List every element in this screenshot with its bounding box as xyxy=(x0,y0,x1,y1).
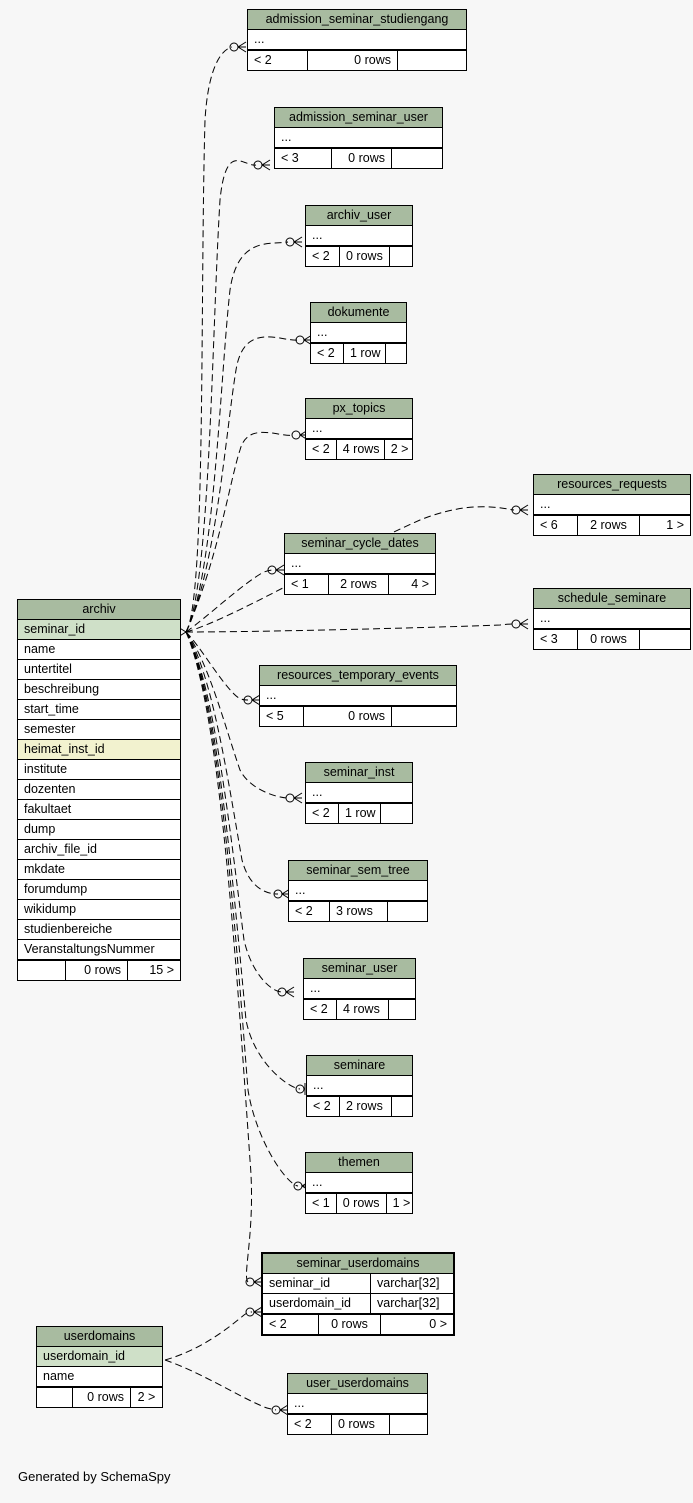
table-resources-requests[interactable] xyxy=(533,474,691,536)
table-title: resources_requests xyxy=(534,475,690,495)
footer-parents: < 1 xyxy=(306,1194,337,1213)
table-columns-ellipsis: ... xyxy=(306,1173,412,1193)
column-userdomain-id xyxy=(263,1294,453,1314)
table-px-topics[interactable] xyxy=(305,398,413,460)
table-dokumente[interactable] xyxy=(310,302,407,364)
table-footer xyxy=(306,803,412,823)
table-themen[interactable] xyxy=(305,1152,413,1214)
footer-children xyxy=(392,707,456,726)
footer-children: 2 > xyxy=(137,1390,156,1404)
column-fakultaet: fakultaet xyxy=(18,800,180,820)
table-title: archiv xyxy=(18,600,180,620)
table-columns-ellipsis: ... xyxy=(288,1394,427,1414)
table-footer xyxy=(534,629,690,649)
footer-children: 2 > xyxy=(390,442,409,456)
table-title: admission_seminar_studiengang xyxy=(248,10,466,30)
table-title: seminar_userdomains xyxy=(263,1254,453,1274)
table-columns-ellipsis: ... xyxy=(260,686,456,706)
table-columns-ellipsis: ... xyxy=(311,323,406,343)
column-name: userdomain_id xyxy=(263,1294,371,1314)
table-columns-ellipsis: ... xyxy=(534,495,690,515)
table-archiv-user[interactable] xyxy=(305,205,413,267)
footer-rows: 0 rows xyxy=(340,247,390,266)
table-seminar-user[interactable] xyxy=(303,958,416,1020)
footer-parents: < 2 xyxy=(289,902,330,921)
footer-children xyxy=(392,1097,412,1116)
table-title: archiv_user xyxy=(306,206,412,226)
table-columns-ellipsis: ... xyxy=(534,609,690,629)
footer-parents xyxy=(37,1388,73,1407)
column-dump: dump xyxy=(18,820,180,840)
table-columns-ellipsis: ... xyxy=(306,783,412,803)
footer-children xyxy=(389,1000,415,1019)
footer-parents: < 2 xyxy=(307,1097,340,1116)
table-title: themen xyxy=(306,1153,412,1173)
footer-children xyxy=(381,804,412,823)
table-seminar-sem-tree[interactable] xyxy=(288,860,428,922)
footer-children xyxy=(386,344,406,363)
table-footer xyxy=(248,50,466,70)
table-footer xyxy=(306,1193,412,1213)
footer-parents: < 2 xyxy=(288,1415,332,1434)
footer-children xyxy=(388,902,427,921)
column-wikidump: wikidump xyxy=(18,900,180,920)
footer-children xyxy=(392,149,442,168)
table-footer xyxy=(275,148,442,168)
table-title: seminar_cycle_dates xyxy=(285,534,435,554)
table-footer xyxy=(534,515,690,535)
column-mkdate: mkdate xyxy=(18,860,180,880)
footer-rows: 0 rows xyxy=(66,961,128,980)
table-title: px_topics xyxy=(306,399,412,419)
table-seminar-cycle-dates[interactable] xyxy=(284,533,436,595)
table-footer xyxy=(260,706,456,726)
footer-children xyxy=(640,630,690,649)
table-user-userdomains[interactable] xyxy=(287,1373,428,1435)
column-archiv-file-id: archiv_file_id xyxy=(18,840,180,860)
column-name: name xyxy=(37,1367,162,1387)
column-dozenten: dozenten xyxy=(18,780,180,800)
footer-rows: 2 rows xyxy=(340,1097,392,1116)
footer-parents: < 2 xyxy=(311,344,344,363)
footer-parents: < 1 xyxy=(285,575,329,594)
table-resources-temporary-events[interactable] xyxy=(259,665,457,727)
column-start-time: start_time xyxy=(18,700,180,720)
table-title: userdomains xyxy=(37,1327,162,1347)
table-footer xyxy=(304,999,415,1019)
table-columns-ellipsis: ... xyxy=(304,979,415,999)
table-seminare[interactable] xyxy=(306,1055,413,1117)
table-title: seminare xyxy=(307,1056,412,1076)
footer-parents: < 2 xyxy=(304,1000,337,1019)
footer-rows: 0 rows xyxy=(304,707,392,726)
table-footer xyxy=(289,901,427,921)
footer-rows: 1 row xyxy=(339,804,381,823)
footer-children: 0 > xyxy=(429,1317,447,1331)
generated-by-caption: Generated by SchemaSpy xyxy=(18,1469,171,1484)
table-footer xyxy=(285,574,435,594)
table-seminar-userdomains[interactable] xyxy=(261,1252,455,1336)
footer-rows: 2 rows xyxy=(329,575,389,594)
column-institute: institute xyxy=(18,760,180,780)
column-veranstaltungsnummer: VeranstaltungsNummer xyxy=(18,940,180,960)
column-type: varchar[32] xyxy=(371,1274,453,1294)
footer-rows: 0 rows xyxy=(308,51,398,70)
column-name: seminar_id xyxy=(263,1274,371,1294)
footer-parents: < 5 xyxy=(260,707,304,726)
column-type: varchar[32] xyxy=(371,1294,453,1314)
footer-parents: < 3 xyxy=(534,630,578,649)
footer-children: 1 > xyxy=(666,518,684,532)
table-columns-ellipsis: ... xyxy=(248,30,466,50)
table-footer xyxy=(263,1314,453,1334)
footer-rows: 0 rows xyxy=(73,1388,131,1407)
column-forumdump: forumdump xyxy=(18,880,180,900)
table-columns-ellipsis: ... xyxy=(307,1076,412,1096)
table-columns-ellipsis: ... xyxy=(285,554,435,574)
table-footer xyxy=(306,246,412,266)
footer-children xyxy=(390,247,412,266)
footer-children xyxy=(398,51,466,70)
footer-parents: < 2 xyxy=(263,1315,319,1334)
table-columns-ellipsis: ... xyxy=(306,419,412,439)
footer-rows: 0 rows xyxy=(337,1194,387,1213)
footer-rows: 3 rows xyxy=(330,902,388,921)
footer-children: 15 > xyxy=(149,963,174,977)
footer-children: 1 > xyxy=(392,1196,411,1210)
table-columns-ellipsis: ... xyxy=(306,226,412,246)
table-title: seminar_inst xyxy=(306,763,412,783)
footer-rows: 4 rows xyxy=(337,1000,389,1019)
footer-rows: 0 rows xyxy=(332,1415,390,1434)
footer-parents: < 2 xyxy=(248,51,308,70)
footer-parents xyxy=(18,961,66,980)
table-admission-seminar-studiengang[interactable] xyxy=(247,9,467,71)
footer-rows: 0 rows xyxy=(578,630,640,649)
footer-children xyxy=(390,1415,427,1434)
table-title: schedule_seminare xyxy=(534,589,690,609)
column-userdomain-id: userdomain_id xyxy=(37,1347,162,1367)
table-title: user_userdomains xyxy=(288,1374,427,1394)
column-studienbereiche: studienbereiche xyxy=(18,920,180,940)
table-title: seminar_sem_tree xyxy=(289,861,427,881)
footer-rows: 0 rows xyxy=(332,149,392,168)
table-archiv[interactable] xyxy=(17,599,181,981)
footer-children: 4 > xyxy=(411,577,429,591)
table-footer xyxy=(311,343,406,363)
column-semester: semester xyxy=(18,720,180,740)
table-footer xyxy=(37,1387,162,1407)
table-columns-ellipsis: ... xyxy=(275,128,442,148)
table-schedule-seminare[interactable] xyxy=(533,588,691,650)
footer-parents: < 6 xyxy=(534,516,578,535)
footer-rows: 1 row xyxy=(344,344,386,363)
footer-rows: 2 rows xyxy=(578,516,640,535)
table-title: seminar_user xyxy=(304,959,415,979)
column-name: name xyxy=(18,640,180,660)
footer-parents: < 2 xyxy=(306,247,340,266)
footer-rows: 0 rows xyxy=(319,1315,381,1334)
table-title: resources_temporary_events xyxy=(260,666,456,686)
table-footer xyxy=(306,439,412,459)
column-seminar-id xyxy=(263,1274,453,1294)
column-heimat-inst-id: heimat_inst_id xyxy=(18,740,180,760)
table-admission-seminar-user[interactable] xyxy=(274,107,443,169)
footer-rows: 4 rows xyxy=(337,440,385,459)
column-untertitel: untertitel xyxy=(18,660,180,680)
footer-parents: < 2 xyxy=(306,804,339,823)
footer-parents: < 3 xyxy=(275,149,332,168)
table-footer xyxy=(18,960,180,980)
table-seminar-inst[interactable] xyxy=(305,762,413,824)
table-title: admission_seminar_user xyxy=(275,108,442,128)
footer-parents: < 2 xyxy=(306,440,337,459)
table-columns-ellipsis: ... xyxy=(289,881,427,901)
column-beschreibung: beschreibung xyxy=(18,680,180,700)
table-footer xyxy=(307,1096,412,1116)
table-title: dokumente xyxy=(311,303,406,323)
table-userdomains[interactable] xyxy=(36,1326,163,1408)
column-seminar-id: seminar_id xyxy=(18,620,180,640)
table-footer xyxy=(288,1414,427,1434)
